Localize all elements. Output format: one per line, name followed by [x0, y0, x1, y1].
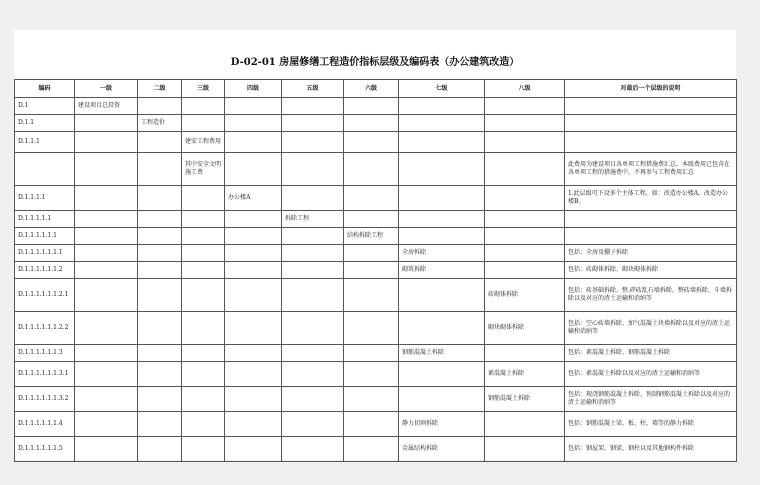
table-row [15, 345, 737, 362]
cell-description: 包括：素混凝土拆除以及对应的渣土运输和消纳等 [565, 362, 737, 387]
cell-code [15, 153, 75, 186]
header-level-1: 一级 [75, 80, 138, 98]
cell-description: 此费用为建设项目各单项工程措施费汇总，本级费用已包含在各单项工程的措施费中，不再参与工程费用汇总 [565, 153, 737, 186]
header-level-2: 二级 [138, 80, 182, 98]
cell-level-4 [225, 153, 282, 186]
cell-code: D.1.1.1.1.1.1.3.1 [15, 362, 75, 387]
cell-level-1 [75, 211, 138, 228]
cell-level-2 [138, 153, 182, 186]
cell-level-7: 金属结构拆除 [399, 437, 485, 462]
cell-description: 包括：现浇钢筋混凝土拆除、预制钢筋混凝土拆除以及对应的渣土运输和消纳等 [565, 387, 737, 412]
cell-level-5 [282, 245, 344, 262]
header-level-4: 四级 [225, 80, 282, 98]
cell-level-4 [225, 279, 282, 312]
cell-level-1 [75, 279, 138, 312]
cell-level-4 [225, 362, 282, 387]
header-level-3: 三级 [182, 80, 225, 98]
cell-description: 包括：空心砖墙拆除、加气混凝土块墙拆除以及对应的渣土运输和消纳等 [565, 312, 737, 345]
cell-level-1 [75, 312, 138, 345]
cell-level-6 [344, 245, 399, 262]
cell-code: D.1.1.1.1.1.1.5 [15, 437, 75, 462]
cell-description [565, 211, 737, 228]
cell-level-5 [282, 98, 344, 115]
cell-level-2: 工程造价 [138, 115, 182, 132]
cell-level-4: 办公楼A [225, 186, 282, 211]
cell-level-4 [225, 312, 282, 345]
header-level-6: 六级 [344, 80, 399, 98]
cell-level-6 [344, 387, 399, 412]
cell-level-1 [75, 228, 138, 245]
cell-level-5 [282, 262, 344, 279]
cell-level-2 [138, 98, 182, 115]
cell-level-3 [182, 211, 225, 228]
cell-level-6 [344, 132, 399, 153]
cell-level-7 [399, 279, 485, 312]
cell-level-7: 钢筋混凝土拆除 [399, 345, 485, 362]
cell-level-3 [182, 412, 225, 437]
cell-level-4 [225, 437, 282, 462]
cell-level-4 [225, 345, 282, 362]
cell-level-7 [399, 132, 485, 153]
cell-level-6 [344, 437, 399, 462]
cell-level-3 [182, 387, 225, 412]
cell-level-3 [182, 245, 225, 262]
cell-level-8 [485, 228, 565, 245]
cell-level-1 [75, 437, 138, 462]
cell-level-8: 砖砌体拆除 [485, 279, 565, 312]
header-description: 对最后一个层级的说明 [565, 80, 737, 98]
cell-level-1 [75, 362, 138, 387]
cell-level-1 [75, 153, 138, 186]
cell-level-1 [75, 245, 138, 262]
cell-level-5 [282, 345, 344, 362]
cell-level-4 [225, 211, 282, 228]
header-code: 编码 [15, 80, 75, 98]
cell-level-2 [138, 437, 182, 462]
table-row [15, 153, 737, 186]
cell-level-6 [344, 115, 399, 132]
cell-level-6 [344, 153, 399, 186]
cell-level-5 [282, 279, 344, 312]
cell-description: 包括：砖基础拆除、整.碎砖乱石墙拆除、整砖墙拆除、斗墙拆除以及对应的渣土运输和消纳等 [565, 279, 737, 312]
cell-level-7 [399, 186, 485, 211]
cell-level-1 [75, 262, 138, 279]
table-row [15, 437, 737, 462]
table-row [15, 228, 737, 245]
table-row [15, 312, 737, 345]
cell-level-6 [344, 312, 399, 345]
cell-level-2 [138, 362, 182, 387]
cell-level-5 [282, 312, 344, 345]
cell-level-4 [225, 245, 282, 262]
cell-level-2 [138, 345, 182, 362]
cell-level-8 [485, 245, 565, 262]
cell-level-5 [282, 362, 344, 387]
document-page [14, 30, 736, 460]
cell-level-7: 砌筑拆除 [399, 262, 485, 279]
cell-level-4 [225, 115, 282, 132]
cell-level-3 [182, 345, 225, 362]
cell-level-7 [399, 98, 485, 115]
cell-level-6: 结构拆除工程 [344, 228, 399, 245]
cell-level-3 [182, 312, 225, 345]
cell-level-2 [138, 412, 182, 437]
header-level-7: 七级 [399, 80, 485, 98]
cell-level-1 [75, 132, 138, 153]
cell-level-4 [225, 98, 282, 115]
cell-level-5 [282, 437, 344, 462]
cell-level-7 [399, 115, 485, 132]
cell-level-3 [182, 98, 225, 115]
table-row [15, 387, 737, 412]
cell-level-6 [344, 211, 399, 228]
document-title: D-02-01 房屋修缮工程造价指标层级及编码表（办公建筑改造） [230, 57, 520, 68]
cell-level-6 [344, 412, 399, 437]
cell-level-2 [138, 186, 182, 211]
header-level-5: 五级 [282, 80, 344, 98]
cell-level-2 [138, 387, 182, 412]
cell-level-8 [485, 115, 565, 132]
cell-code: D.1.1.1.1.1.1.4 [15, 412, 75, 437]
cell-level-2 [138, 262, 182, 279]
table-row [15, 115, 737, 132]
header-level-8: 八级 [485, 80, 565, 98]
cell-level-7 [399, 153, 485, 186]
cell-level-5 [282, 228, 344, 245]
cell-level-8: 钢筋混凝土拆除 [485, 387, 565, 412]
cell-level-8: 砌块砌体拆除 [485, 312, 565, 345]
cell-description [565, 98, 737, 115]
cell-level-7 [399, 228, 485, 245]
cell-level-8 [485, 437, 565, 462]
code-table [14, 79, 737, 462]
table-row [15, 98, 737, 115]
cell-level-2 [138, 132, 182, 153]
cell-code: D.1 [15, 98, 75, 115]
cell-code: D.1.1.1.1.1.1.2 [15, 262, 75, 279]
table-row [15, 211, 737, 228]
cell-level-8 [485, 186, 565, 211]
cell-level-6 [344, 262, 399, 279]
cell-level-5: 拆除工程 [282, 211, 344, 228]
table-row [15, 362, 737, 387]
cell-level-4 [225, 132, 282, 153]
cell-code: D.1.1.1.1.1.1.2.2 [15, 312, 75, 345]
cell-level-8 [485, 412, 565, 437]
table-row [15, 279, 737, 312]
cell-level-3 [182, 228, 225, 245]
cell-level-8 [485, 132, 565, 153]
cell-level-3 [182, 186, 225, 211]
cell-description: 包括：砖砌体拆除、砌块砌体拆除 [565, 262, 737, 279]
cell-level-6 [344, 279, 399, 312]
cell-level-8 [485, 98, 565, 115]
cell-level-1 [75, 186, 138, 211]
cell-level-6 [344, 362, 399, 387]
cell-level-7: 静力切割拆除 [399, 412, 485, 437]
table-row [15, 262, 737, 279]
table-row [15, 245, 737, 262]
cell-level-7 [399, 211, 485, 228]
cell-description: 包括：钢筋混凝土梁、板、柱、墙等的静力拆除 [565, 412, 737, 437]
cell-code: D.1.1.1.1 [15, 186, 75, 211]
cell-level-5 [282, 412, 344, 437]
cell-code: D.1.1.1 [15, 132, 75, 153]
cell-code: D.1.1.1.1.1.1.3 [15, 345, 75, 362]
cell-level-7: 全房拆除 [399, 245, 485, 262]
cell-level-3 [182, 279, 225, 312]
table-row [15, 186, 737, 211]
cell-code: D.1.1.1.1.1.1.1 [15, 245, 75, 262]
cell-level-2 [138, 312, 182, 345]
cell-level-2 [138, 245, 182, 262]
cell-level-6 [344, 98, 399, 115]
cell-level-6 [344, 345, 399, 362]
cell-level-3: 建安工程费用 [182, 132, 225, 153]
cell-level-8: 素混凝土拆除 [485, 362, 565, 387]
cell-code: D.1.1.1.1.1.1.3.2 [15, 387, 75, 412]
table-body [15, 98, 737, 462]
cell-level-1 [75, 115, 138, 132]
cell-level-5 [282, 153, 344, 186]
cell-code: D.1.1.1.1.1.1 [15, 228, 75, 245]
cell-level-5 [282, 186, 344, 211]
cell-level-2 [138, 228, 182, 245]
cell-level-8 [485, 345, 565, 362]
cell-level-2 [138, 279, 182, 312]
cell-code: D.1.1.1.1.1.1.2.1 [15, 279, 75, 312]
cell-code: D.1.1.1.1.1 [15, 211, 75, 228]
cell-level-6 [344, 186, 399, 211]
cell-level-1 [75, 345, 138, 362]
cell-level-3 [182, 262, 225, 279]
cell-level-7 [399, 387, 485, 412]
cell-level-2 [138, 211, 182, 228]
cell-level-1 [75, 387, 138, 412]
cell-level-1 [75, 412, 138, 437]
table-row [15, 412, 737, 437]
cell-level-3 [182, 362, 225, 387]
cell-level-1: 建设项目总投资 [75, 98, 138, 115]
cell-description: 包括：全房及棚子拆除 [565, 245, 737, 262]
cell-code: D.1.1 [15, 115, 75, 132]
cell-level-7 [399, 312, 485, 345]
cell-description: 包括：素混凝土拆除、钢筋混凝土拆除 [565, 345, 737, 362]
cell-level-5 [282, 115, 344, 132]
cell-level-4 [225, 387, 282, 412]
cell-description [565, 115, 737, 132]
cell-level-8 [485, 153, 565, 186]
cell-level-4 [225, 412, 282, 437]
cell-description: 1.此层级可下设多个主体工程，如：改造办公楼A、改造办公楼B。 [565, 186, 737, 211]
cell-level-3 [182, 437, 225, 462]
cell-level-7 [399, 362, 485, 387]
cell-description [565, 228, 737, 245]
cell-level-5 [282, 132, 344, 153]
table-row [15, 132, 737, 153]
cell-level-5 [282, 387, 344, 412]
cell-level-4 [225, 228, 282, 245]
cell-level-3: 其中安全文明施工费 [182, 153, 225, 186]
cell-level-4 [225, 262, 282, 279]
table-header-row [15, 80, 737, 98]
cell-level-8 [485, 262, 565, 279]
cell-level-3 [182, 115, 225, 132]
cell-description: 包括：钢屋架、钢梁、钢柱以及其他钢构件拆除 [565, 437, 737, 462]
cell-level-8 [485, 211, 565, 228]
cell-description [565, 132, 737, 153]
